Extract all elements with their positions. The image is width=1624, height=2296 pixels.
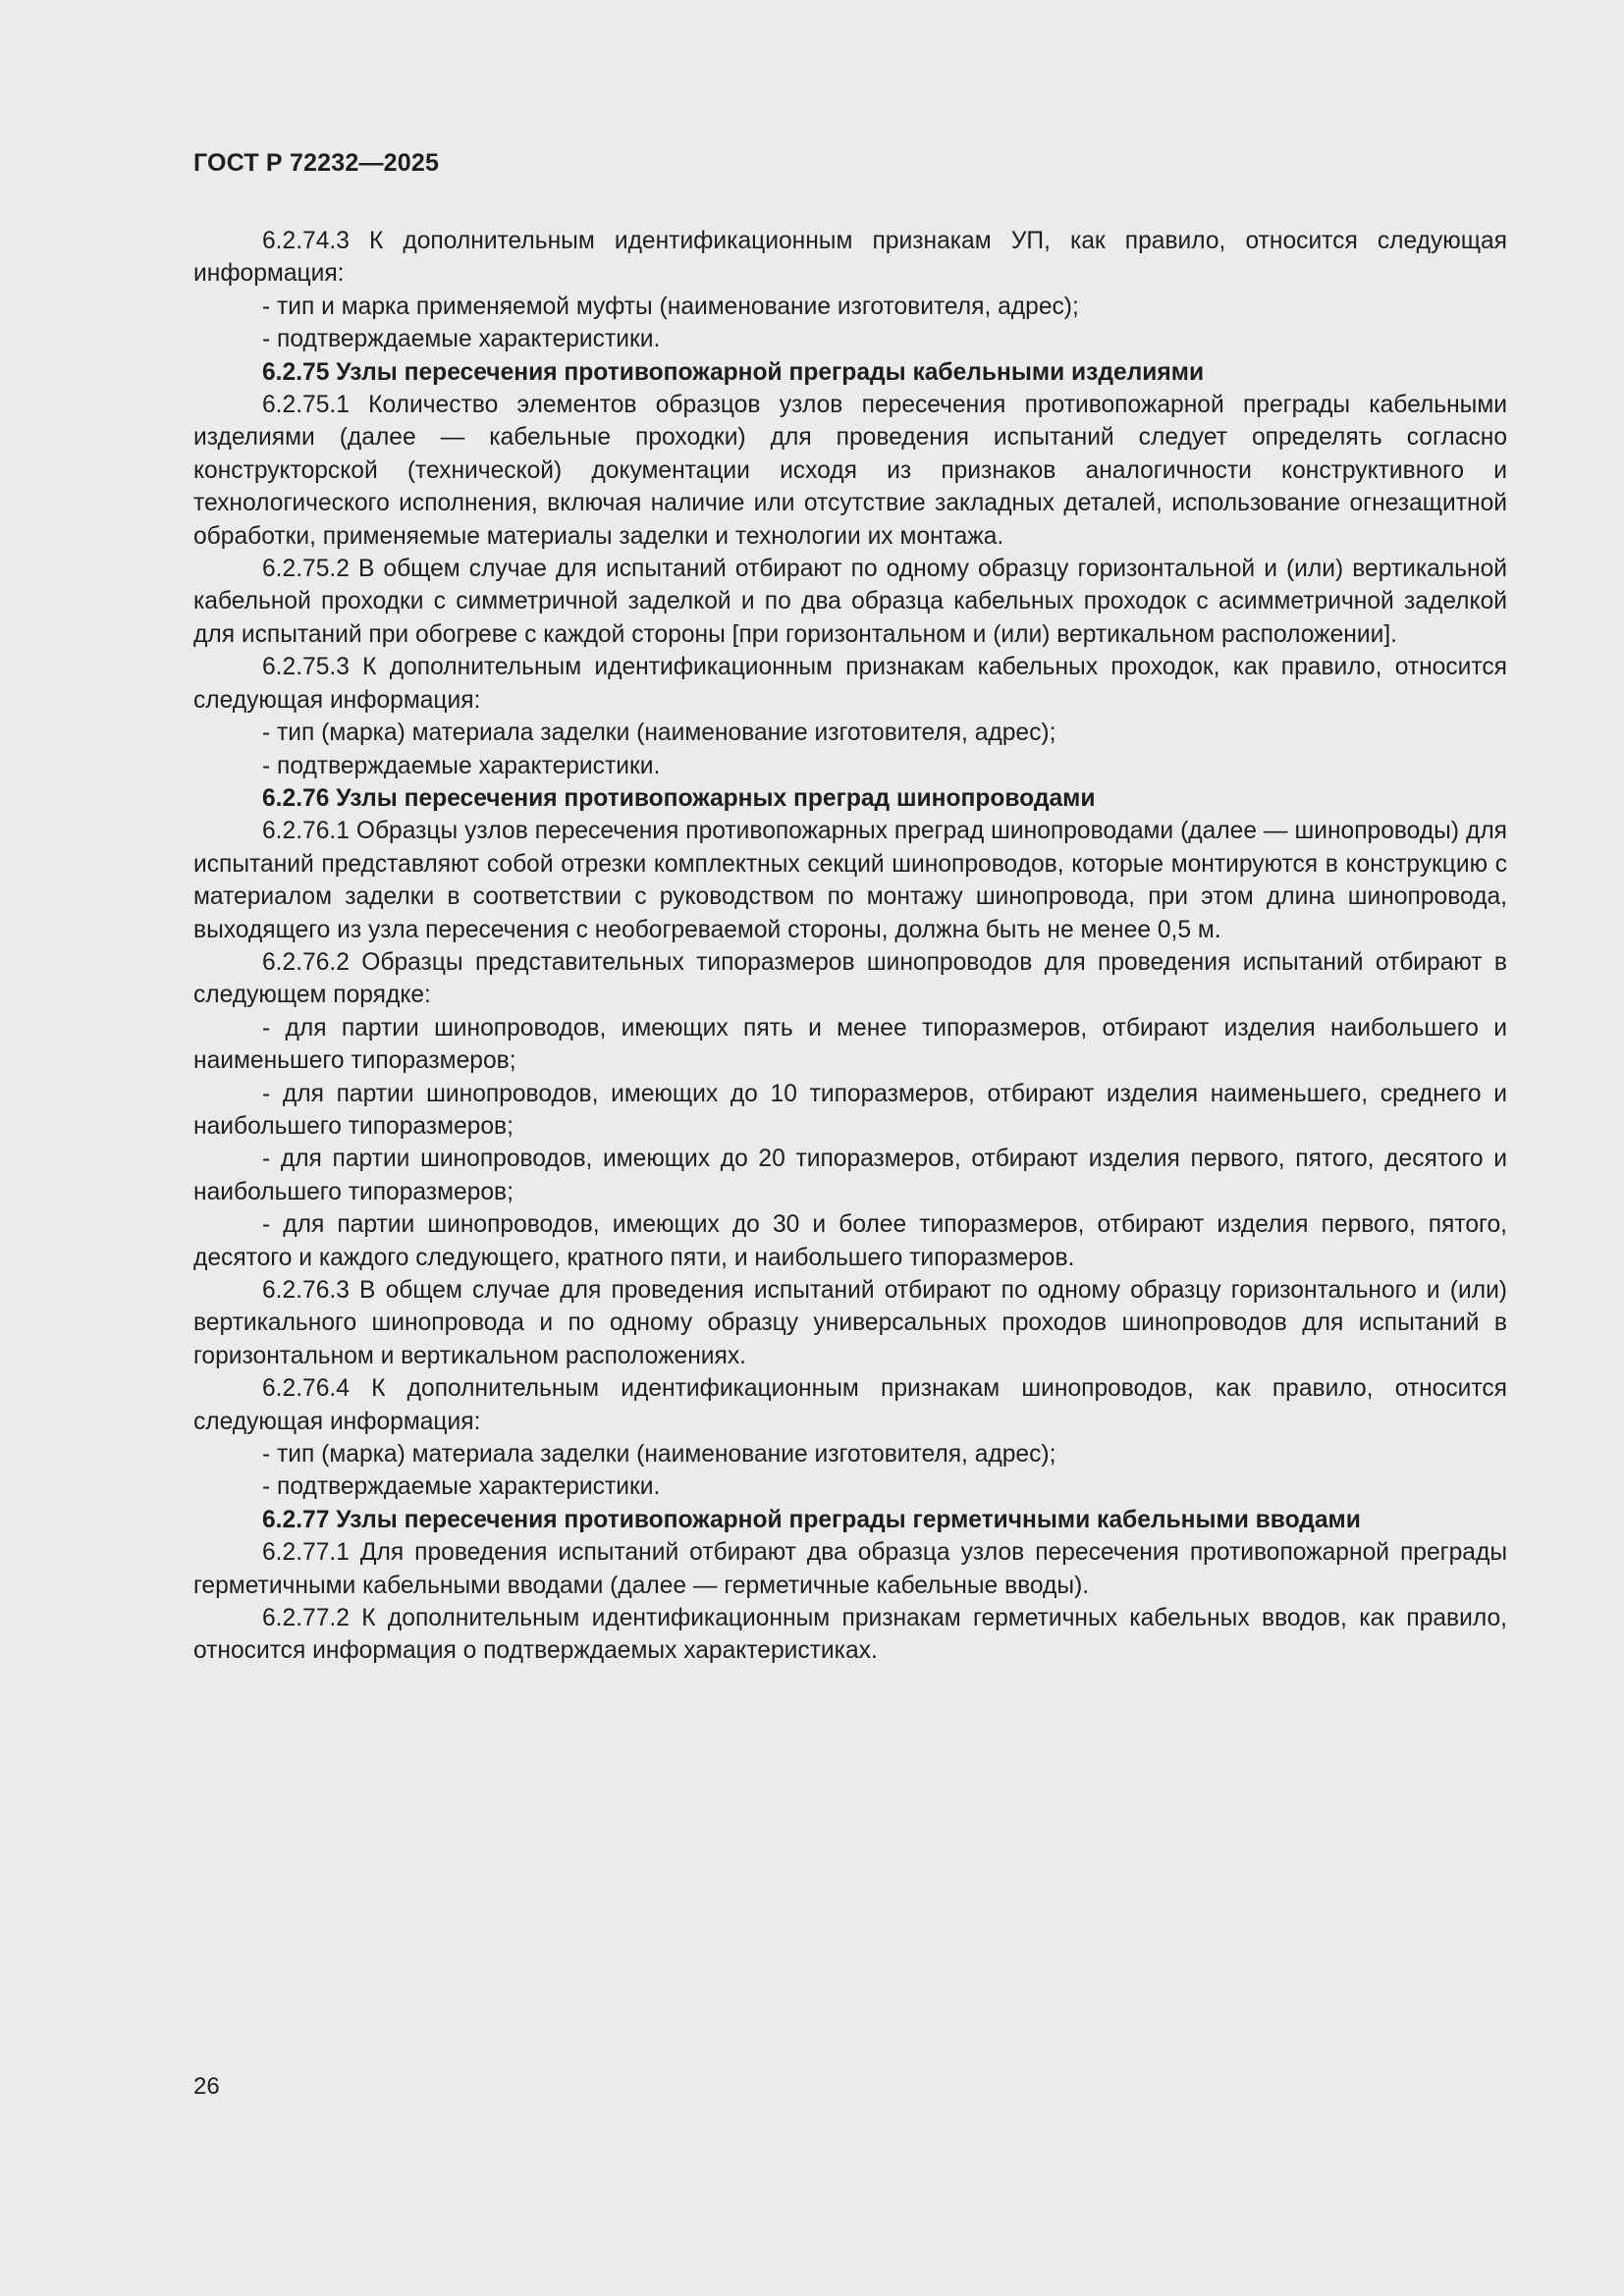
- section-heading-6-2-77: 6.2.77 Узлы пересечения противопожарной преграды герметичными кабельными вводами: [262, 1506, 1361, 1533]
- paragraph-6-2-77-2: 6.2.77.2 К дополнительным идентификационным признакам герметичных кабельных вводов, как правило, относится информация о подтверждаемых характеристиках.: [193, 1605, 1507, 1665]
- list-item: - для партии шинопроводов, имеющих до 10 типоразмеров, отбирают изделия наименьшего, среднего и наибольшего типоразмеров;: [193, 1080, 1507, 1140]
- paragraph-6-2-76-1: 6.2.76.1 Образцы узлов пересечения противопожарных преград шинопроводами (далее — шинопроводы) для испытаний представляют собой отрезки комплектных секций шинопроводов, которые монтируются в конструкцию с материалом заделки в соответствии с руководством по монтажу шинопровода, при этом длина шинопровода, выходящего из узла пересечения с необогреваемой стороны, должна быть не менее 0,5 м.: [193, 818, 1507, 943]
- paragraph-6-2-75-3: 6.2.75.3 К дополнительным идентификационным признакам кабельных проходок, как правило, относится следующая информация:: [193, 654, 1507, 714]
- paragraph-6-2-76-3: 6.2.76.3 В общем случае для проведения испытаний отбирают по одному образцу горизонтального и (или) вертикального шинопровода и по одному образцу универсальных проходов шинопроводов для испытаний в горизонтальном и вертикальном расположениях.: [193, 1277, 1507, 1369]
- paragraph-6-2-75-1: 6.2.75.1 Количество элементов образцов узлов пересечения противопожарной преграды кабельными изделиями (далее — кабельные проходки) для проведения испытаний следует определять согласно конструкторской (технической) документации исходя из признаков аналогичности конструктивного и технологического исполнения, включая наличие или отсутствие закладных деталей, использование огнезащитной обработки, применяемые материалы заделки и технологии их монтажа.: [193, 392, 1507, 550]
- paragraph-6-2-76-4: 6.2.76.4 К дополнительным идентификационным признакам шинопроводов, как правило, относится следующая информация:: [193, 1375, 1507, 1435]
- document-code-header: ГОСТ Р 72232—2025: [193, 149, 440, 177]
- document-body: [193, 225, 1507, 1668]
- list-item: - тип и марка применяемой муфты (наименование изготовителя, адрес);: [262, 293, 1079, 320]
- paragraph-6-2-76-2: 6.2.76.2 Образцы представительных типоразмеров шинопроводов для проведения испытаний отбирают в следующем порядке:: [193, 948, 1507, 1009]
- paragraph-6-2-74-3: 6.2.74.3 К дополнительным идентификационным признакам УП, как правило, относится следующая информация:: [193, 228, 1507, 288]
- list-item: - подтверждаемые характеристики.: [262, 1473, 661, 1501]
- paragraph-6-2-75-2: 6.2.75.2 В общем случае для испытаний отбирают по одному образцу горизонтальной и (или) вертикальной кабельной проходки с симметричной заделкой и по два образца кабельных проходок с асимметричной заделкой для испытаний при обогреве с каждой стороны [при горизонтальном и (или) вертикальном расположении].: [193, 556, 1507, 648]
- paragraph-6-2-77-1: 6.2.77.1 Для проведения испытаний отбирают два образца узлов пересечения противопожарной преграды герметичными кабельными вводами (далее — герметичные кабельные вводы).: [193, 1539, 1507, 1599]
- list-item: - для партии шинопроводов, имеющих до 30 и более типоразмеров, отбирают изделия первого, пятого, десятого и каждого следующего, кратного пяти, и наибольшего типоразмеров.: [193, 1211, 1507, 1271]
- list-item: - подтверждаемые характеристики.: [262, 752, 661, 779]
- list-item: - тип (марка) материала заделки (наименование изготовителя, адрес);: [262, 720, 1056, 747]
- section-heading-6-2-76: 6.2.76 Узлы пересечения противопожарных преград шинопроводами: [262, 784, 1096, 812]
- list-item: - для партии шинопроводов, имеющих до 20 типоразмеров, отбирают изделия первого, пятого, десятого и наибольшего типоразмеров;: [193, 1146, 1507, 1205]
- page-number: 26: [193, 2073, 220, 2100]
- list-item: - для партии шинопроводов, имеющих пять и менее типоразмеров, отбирают изделия наибольшего и наименьшего типоразмеров;: [193, 1014, 1507, 1075]
- section-heading-6-2-75: 6.2.75 Узлы пересечения противопожарной преграды кабельными изделиями: [262, 358, 1205, 386]
- list-item: - подтверждаемые характеристики.: [262, 326, 661, 353]
- list-item: - тип (марка) материала заделки (наименование изготовителя, адрес);: [262, 1441, 1056, 1468]
